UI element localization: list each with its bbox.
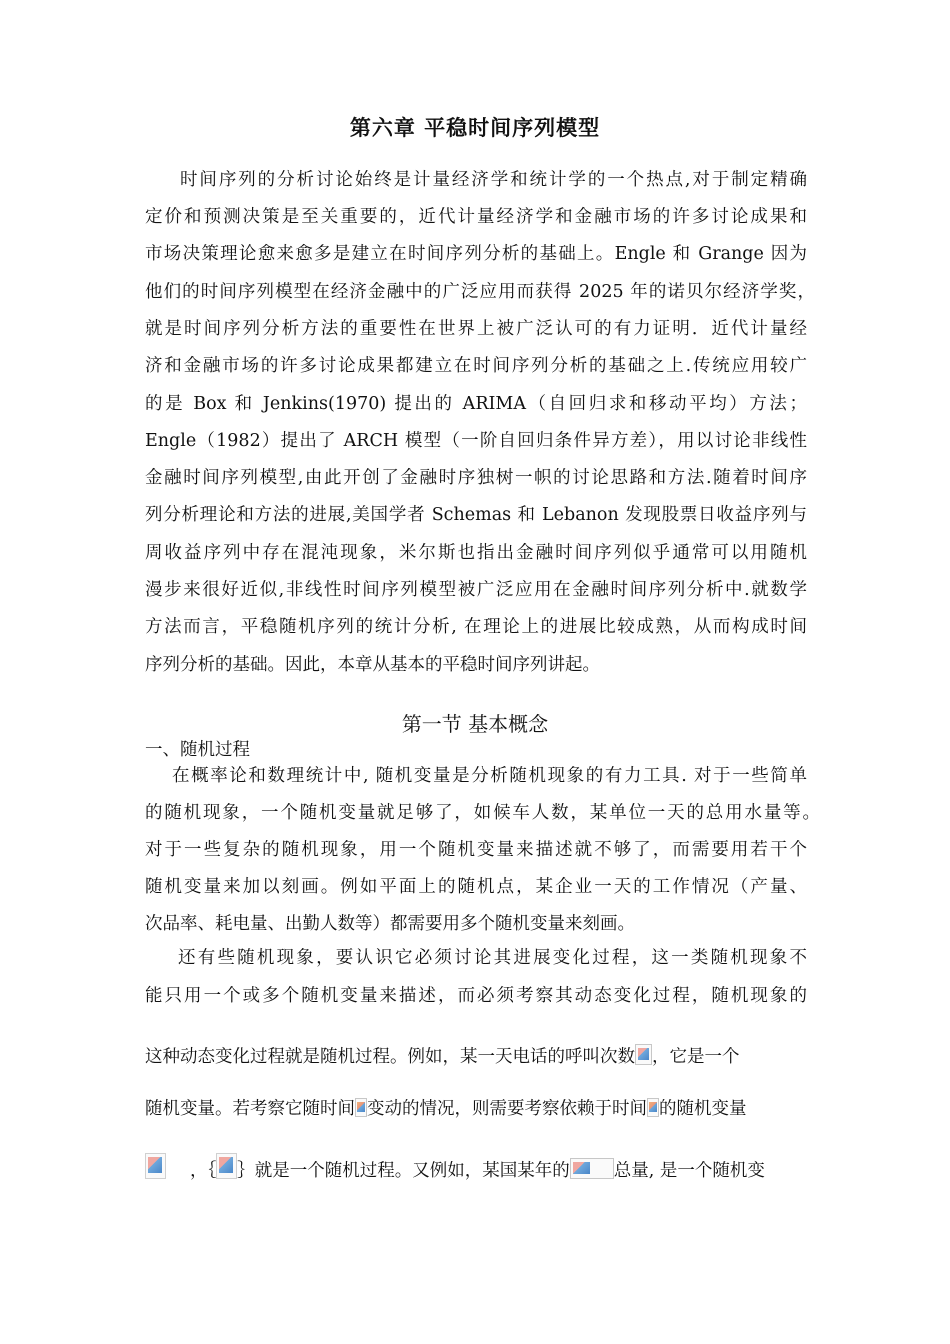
text-run: 总量, 是一个随机变 — [613, 1161, 765, 1181]
text-run: 随机变量。若考察它随时间 — [145, 1099, 355, 1119]
intro-line: Engle（1982）提出了 ARCH 模型（一阶自回归条件异方差），用以讨论非线性 — [145, 431, 807, 451]
body-line-with-formula — [145, 1153, 765, 1182]
intro-line: 漫步来很好近似,非线性时间序列模型被广泛应用在金融时间序列分析中.就数学 — [145, 580, 807, 600]
intro-line: 他们的时间序列模型在经济金融中的广泛应用而获得 2025 年的诺贝尔经济学奖， — [145, 282, 815, 302]
formula-image-icon — [355, 1098, 367, 1117]
chapter-title: 第六章 平稳时间序列模型 — [349, 116, 601, 140]
intro-line: 的是 Box 和 Jenkins(1970) 提出的 ARIMA（自回归求和移动平均）方法； — [145, 394, 807, 414]
formula-image-icon — [216, 1153, 237, 1179]
text-run: 这种动态变化过程就是随机过程。例如，某一天电话的呼叫次数 — [145, 1047, 635, 1067]
section-title: 第一节 基本概念 — [401, 712, 549, 736]
text-run: 变动的情况，则需要考察依赖于时间 — [367, 1099, 647, 1119]
intro-line: 定价和预测决策是至关重要的，近代计量经济学和金融市场的许多讨论成果和 — [145, 207, 807, 227]
text-run: 的随机变量 — [659, 1099, 747, 1119]
intro-line: 序列分析的基础。因此，本章从基本的平稳时间序列讲起。 — [145, 655, 600, 675]
body-line-with-formula — [145, 1043, 740, 1068]
text-run: ，｛ — [190, 1161, 217, 1181]
intro-line: 方法而言，平稳随机序列的统计分析, 在理论上的进展比较成熟，从而构成时间 — [145, 617, 807, 637]
body-line: 的随机现象，一个随机变量就足够了，如候车人数，某单位一天的总用水量等。 — [145, 803, 820, 823]
intro-line: 周收益序列中存在混沌现象，米尔斯也指出金融时间序列似乎通常可以用随机 — [145, 543, 807, 563]
body-line: 在概率论和数理统计中, 随机变量是分析随机现象的有力工具. 对于一些简单 — [172, 766, 807, 786]
intro-line: 济和金融市场的许多讨论成果都建立在时间序列分析的基础之上.传统应用较广 — [145, 356, 807, 376]
subsection-title: 一、随机过程 — [145, 740, 250, 760]
intro-line: 列分析理论和方法的进展,美国学者 Schemas 和 Lebanon 发现股票日收益序列与 — [145, 505, 807, 525]
text-run: ｝就是一个随机过程。又例如，某国某年的 — [237, 1161, 570, 1181]
body-line-with-formula — [145, 1095, 747, 1120]
body-line: 次品率、耗电量、出勤人数等）都需要用多个随机变量来刻画。 — [145, 914, 635, 934]
body-line: 能只用一个或多个随机变量来描述，而必须考察其动态变化过程，随机现象的 — [145, 986, 807, 1006]
intro-line: 市场决策理论愈来愈多是建立在时间序列分析的基础上。Engle 和 Grange 因为 — [145, 244, 807, 264]
intro-line: 金融时间序列模型,由此开创了金融时序独树一帜的讨论思路和方法.随着时间序 — [145, 468, 807, 488]
body-line: 还有些随机现象，要认识它必须讨论其进展变化过程，这一类随机现象不 — [178, 948, 807, 968]
formula-image-icon — [635, 1044, 652, 1065]
text-run: ，它是一个 — [652, 1047, 740, 1067]
body-line: 随机变量来加以刻画。例如平面上的随机点，某企业一天的工作情况（产量、 — [145, 877, 807, 897]
formula-image-icon — [647, 1098, 659, 1117]
body-line: 对于一些复杂的随机现象，用一个随机变量来描述就不够了，而需要用若干个 — [145, 840, 807, 860]
intro-line: 就是时间序列分析方法的重要性在世界上被广泛认可的有力证明．近代计量经 — [145, 319, 807, 339]
formula-image-icon — [145, 1153, 166, 1179]
intro-line: 时间序列的分析讨论始终是计量经济学和统计学的一个热点,对于制定精确 — [180, 170, 807, 190]
formula-image-icon — [570, 1158, 614, 1179]
